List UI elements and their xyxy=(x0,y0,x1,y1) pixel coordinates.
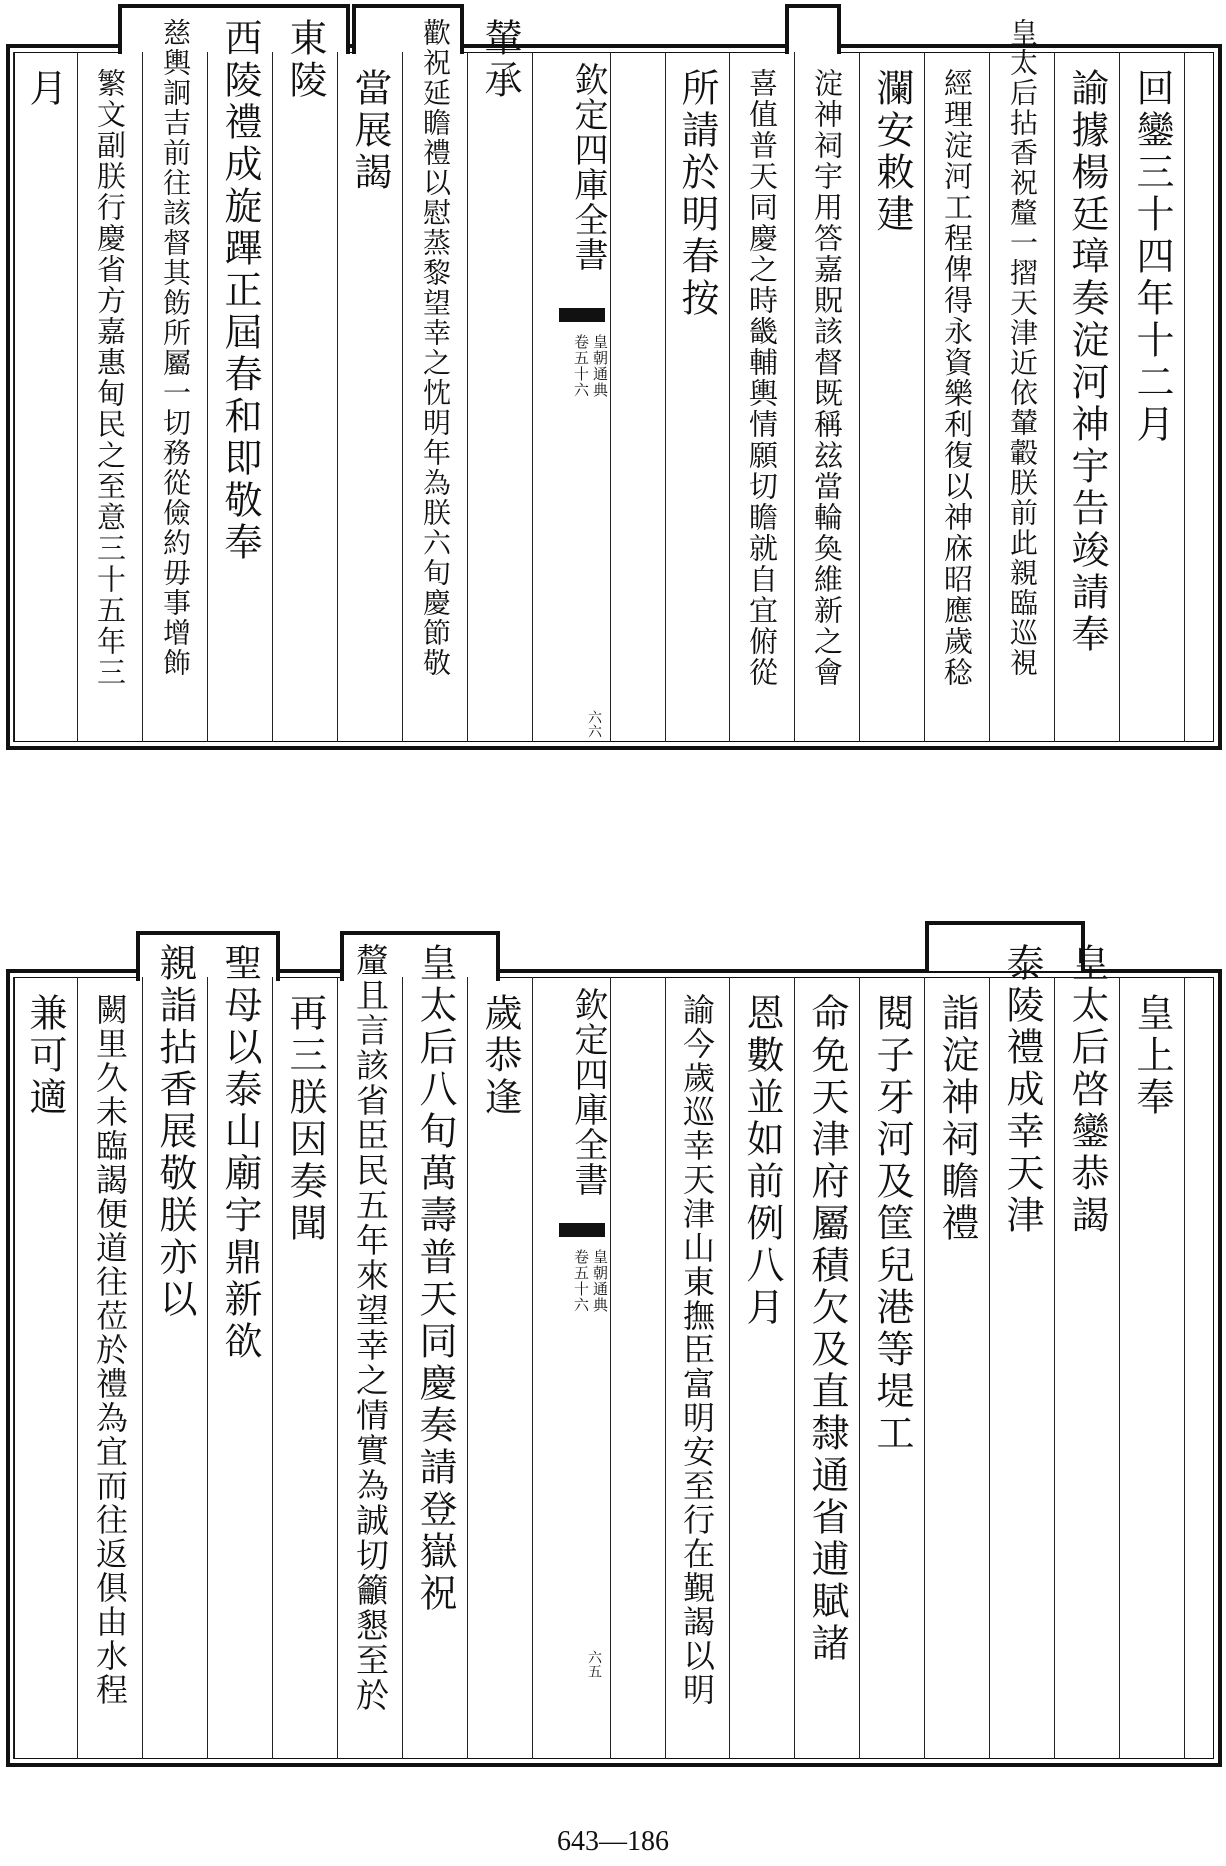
footer-page-code: 643—186 xyxy=(557,1826,669,1857)
top-page xyxy=(0,0,1226,905)
top-col-4: 經理淀河工程俾得永資樂利復以神庥昭應歲稔 xyxy=(940,68,974,688)
center-panel-rule xyxy=(532,977,533,1759)
top-col-11: 當展謁 xyxy=(348,68,392,194)
top-col-8: 所請於明春按 xyxy=(675,68,719,320)
top-col-13: 西陵禮成旋蹕正屆春和即敬奉 xyxy=(218,18,262,564)
top-col-10: 歡祝延瞻禮以慰蒸黎望幸之忱明年為朕六旬慶節敬 xyxy=(419,18,452,678)
bottom-col-5: 閱子牙河及筐兒港等堤工 xyxy=(870,993,914,1455)
bottom-page xyxy=(0,905,1226,1810)
top-col-2: 諭據楊廷璋奏淀河神宇告竣請奉 xyxy=(1065,68,1109,656)
bottom-col-16: 兼可適 xyxy=(23,993,67,1119)
top-col-15: 繁文副朕行慶省方嘉惠甸民之至意三十五年三 xyxy=(93,68,127,688)
bottom-col-10: 皇太后八旬萬壽普天同慶奏請登嶽祝 xyxy=(413,943,457,1615)
top-col-1: 回鑾三十四年十二月 xyxy=(1130,68,1174,446)
bottom-col-1: 皇上奉 xyxy=(1130,993,1174,1119)
center-panel-rule xyxy=(532,52,533,742)
top-col-14: 慈輿詗吉前往該督其飭所屬一切務從儉約毋事增飾 xyxy=(159,18,192,678)
top-center-sub-1: 皇朝通典 xyxy=(591,334,609,398)
column-rule xyxy=(13,52,14,742)
top-col-3: 皇太后拈香祝釐一摺天津近依輦轂朕前此親臨巡視 xyxy=(1006,18,1039,678)
top-col-7: 喜值普天同慶之時畿輔輿情願切瞻就自宜俯從 xyxy=(745,68,779,688)
top-col-12: 東陵 xyxy=(283,18,327,102)
top-center-sub xyxy=(570,334,610,398)
bottom-center-title: 欽定四庫全書 xyxy=(568,987,608,1197)
top-col-16: 月 xyxy=(23,68,67,110)
top-center-panel xyxy=(556,62,616,272)
top-raised-tab-right xyxy=(785,4,841,54)
bottom-col-4: 詣淀神祠瞻禮 xyxy=(935,993,979,1245)
column-rule xyxy=(467,52,468,742)
bottom-col-7: 恩數並如前例八月 xyxy=(740,993,784,1329)
bottom-page-number: 六五 xyxy=(586,1650,602,1678)
top-col-5: 瀾安敕建 xyxy=(870,68,914,236)
bottom-col-12: 再三朕因奏聞 xyxy=(283,993,327,1245)
top-col-6: 淀神祠宇用答嘉貺該督既稱玆當輪奐維新之會 xyxy=(810,68,844,688)
bottom-col-8: 諭今歲巡幸天津山東撫臣富明安至行在覲謁以明 xyxy=(678,993,716,1707)
bottom-center-sub xyxy=(570,1249,610,1313)
bottom-center-sub-1: 皇朝通典 xyxy=(591,1249,609,1313)
bottom-col-13: 聖母以泰山廟宇鼎新欲 xyxy=(218,943,262,1363)
top-page-number: 六六 xyxy=(586,710,602,738)
top-col-9: 輦承 xyxy=(478,18,522,102)
bottom-col-3: 泰陵禮成幸天津 xyxy=(1000,943,1044,1237)
bottom-col-9: 歲恭逢 xyxy=(478,993,522,1119)
top-center-sub-2: 卷五十六 xyxy=(572,334,590,398)
bottom-center-fishtail-mark xyxy=(559,1223,605,1237)
bottom-center-panel xyxy=(556,987,616,1197)
top-center-title: 欽定四庫全書 xyxy=(568,62,608,272)
column-rule xyxy=(272,52,273,742)
bottom-col-2: 皇太后啓鑾恭謁 xyxy=(1065,943,1109,1237)
bottom-col-11: 釐且言該省臣民五年來望幸之情實為誠切籲懇至於 xyxy=(351,943,390,1713)
bottom-col-6: 命免天津府屬積欠及直隸通省逋賦諸 xyxy=(805,993,849,1665)
column-rule xyxy=(1184,52,1185,742)
column-rule xyxy=(1184,977,1185,1759)
bottom-col-15: 闕里久未臨謁便道往莅於禮為宜而往返俱由水程 xyxy=(91,993,129,1707)
bottom-center-sub-2: 卷五十六 xyxy=(572,1249,590,1313)
top-center-fishtail-mark xyxy=(559,308,605,322)
bottom-col-14: 親詣拈香展敬朕亦以 xyxy=(153,943,197,1321)
